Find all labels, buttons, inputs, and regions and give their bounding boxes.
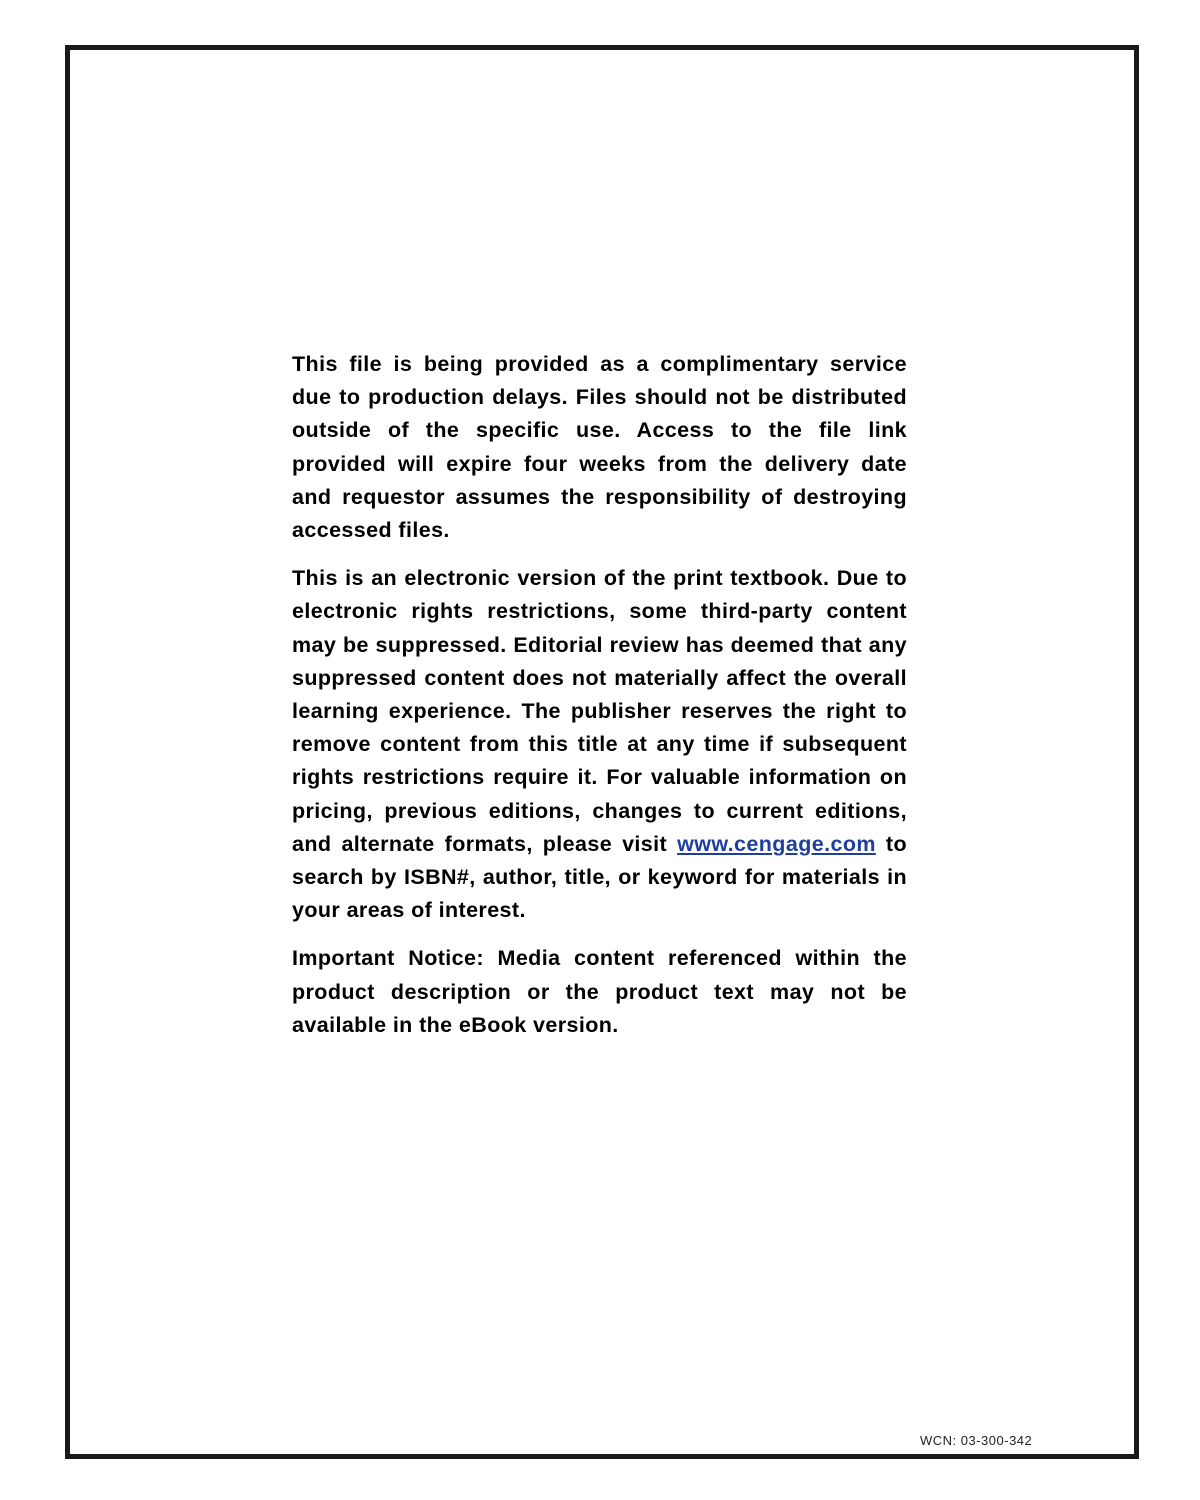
notice-text-block — [292, 348, 907, 1057]
notice-paragraph-2-text-after-link: to search by ISBN#, author, title, or keyword for materials in your areas of interest. — [292, 831, 907, 923]
notice-paragraph-important-notice: Important Notice: Media content referenced within the product description or the product text may not be available in the eBook version. — [292, 946, 907, 1037]
notice-paragraph-production-delays: This file is being provided as a complimentary service due to production delays. Files should not be distributed outside of the specific use. Access to the file link provided will expire four weeks from the delivery date and requestor assumes the responsibility of destroying accessed files. — [292, 352, 907, 543]
wcn-code: WCN: 03-300-342 — [920, 1433, 1033, 1448]
notice-paragraph-electronic-version — [292, 562, 907, 927]
cengage-website-link[interactable]: www.cengage.com — [677, 831, 876, 856]
notice-paragraph-2-text-before-link: This is an electronic version of the print textbook. Due to electronic rights restrictions, some third-party content may be suppressed. Editorial review has deemed that any suppressed content does not materially affect the overall learning experience. The publisher reserves the right to remove content from this title at any time if subsequent rights restrictions require it. For valuable information on pricing, previous editions, changes to current editions, and alternate formats, please visit — [292, 566, 907, 856]
